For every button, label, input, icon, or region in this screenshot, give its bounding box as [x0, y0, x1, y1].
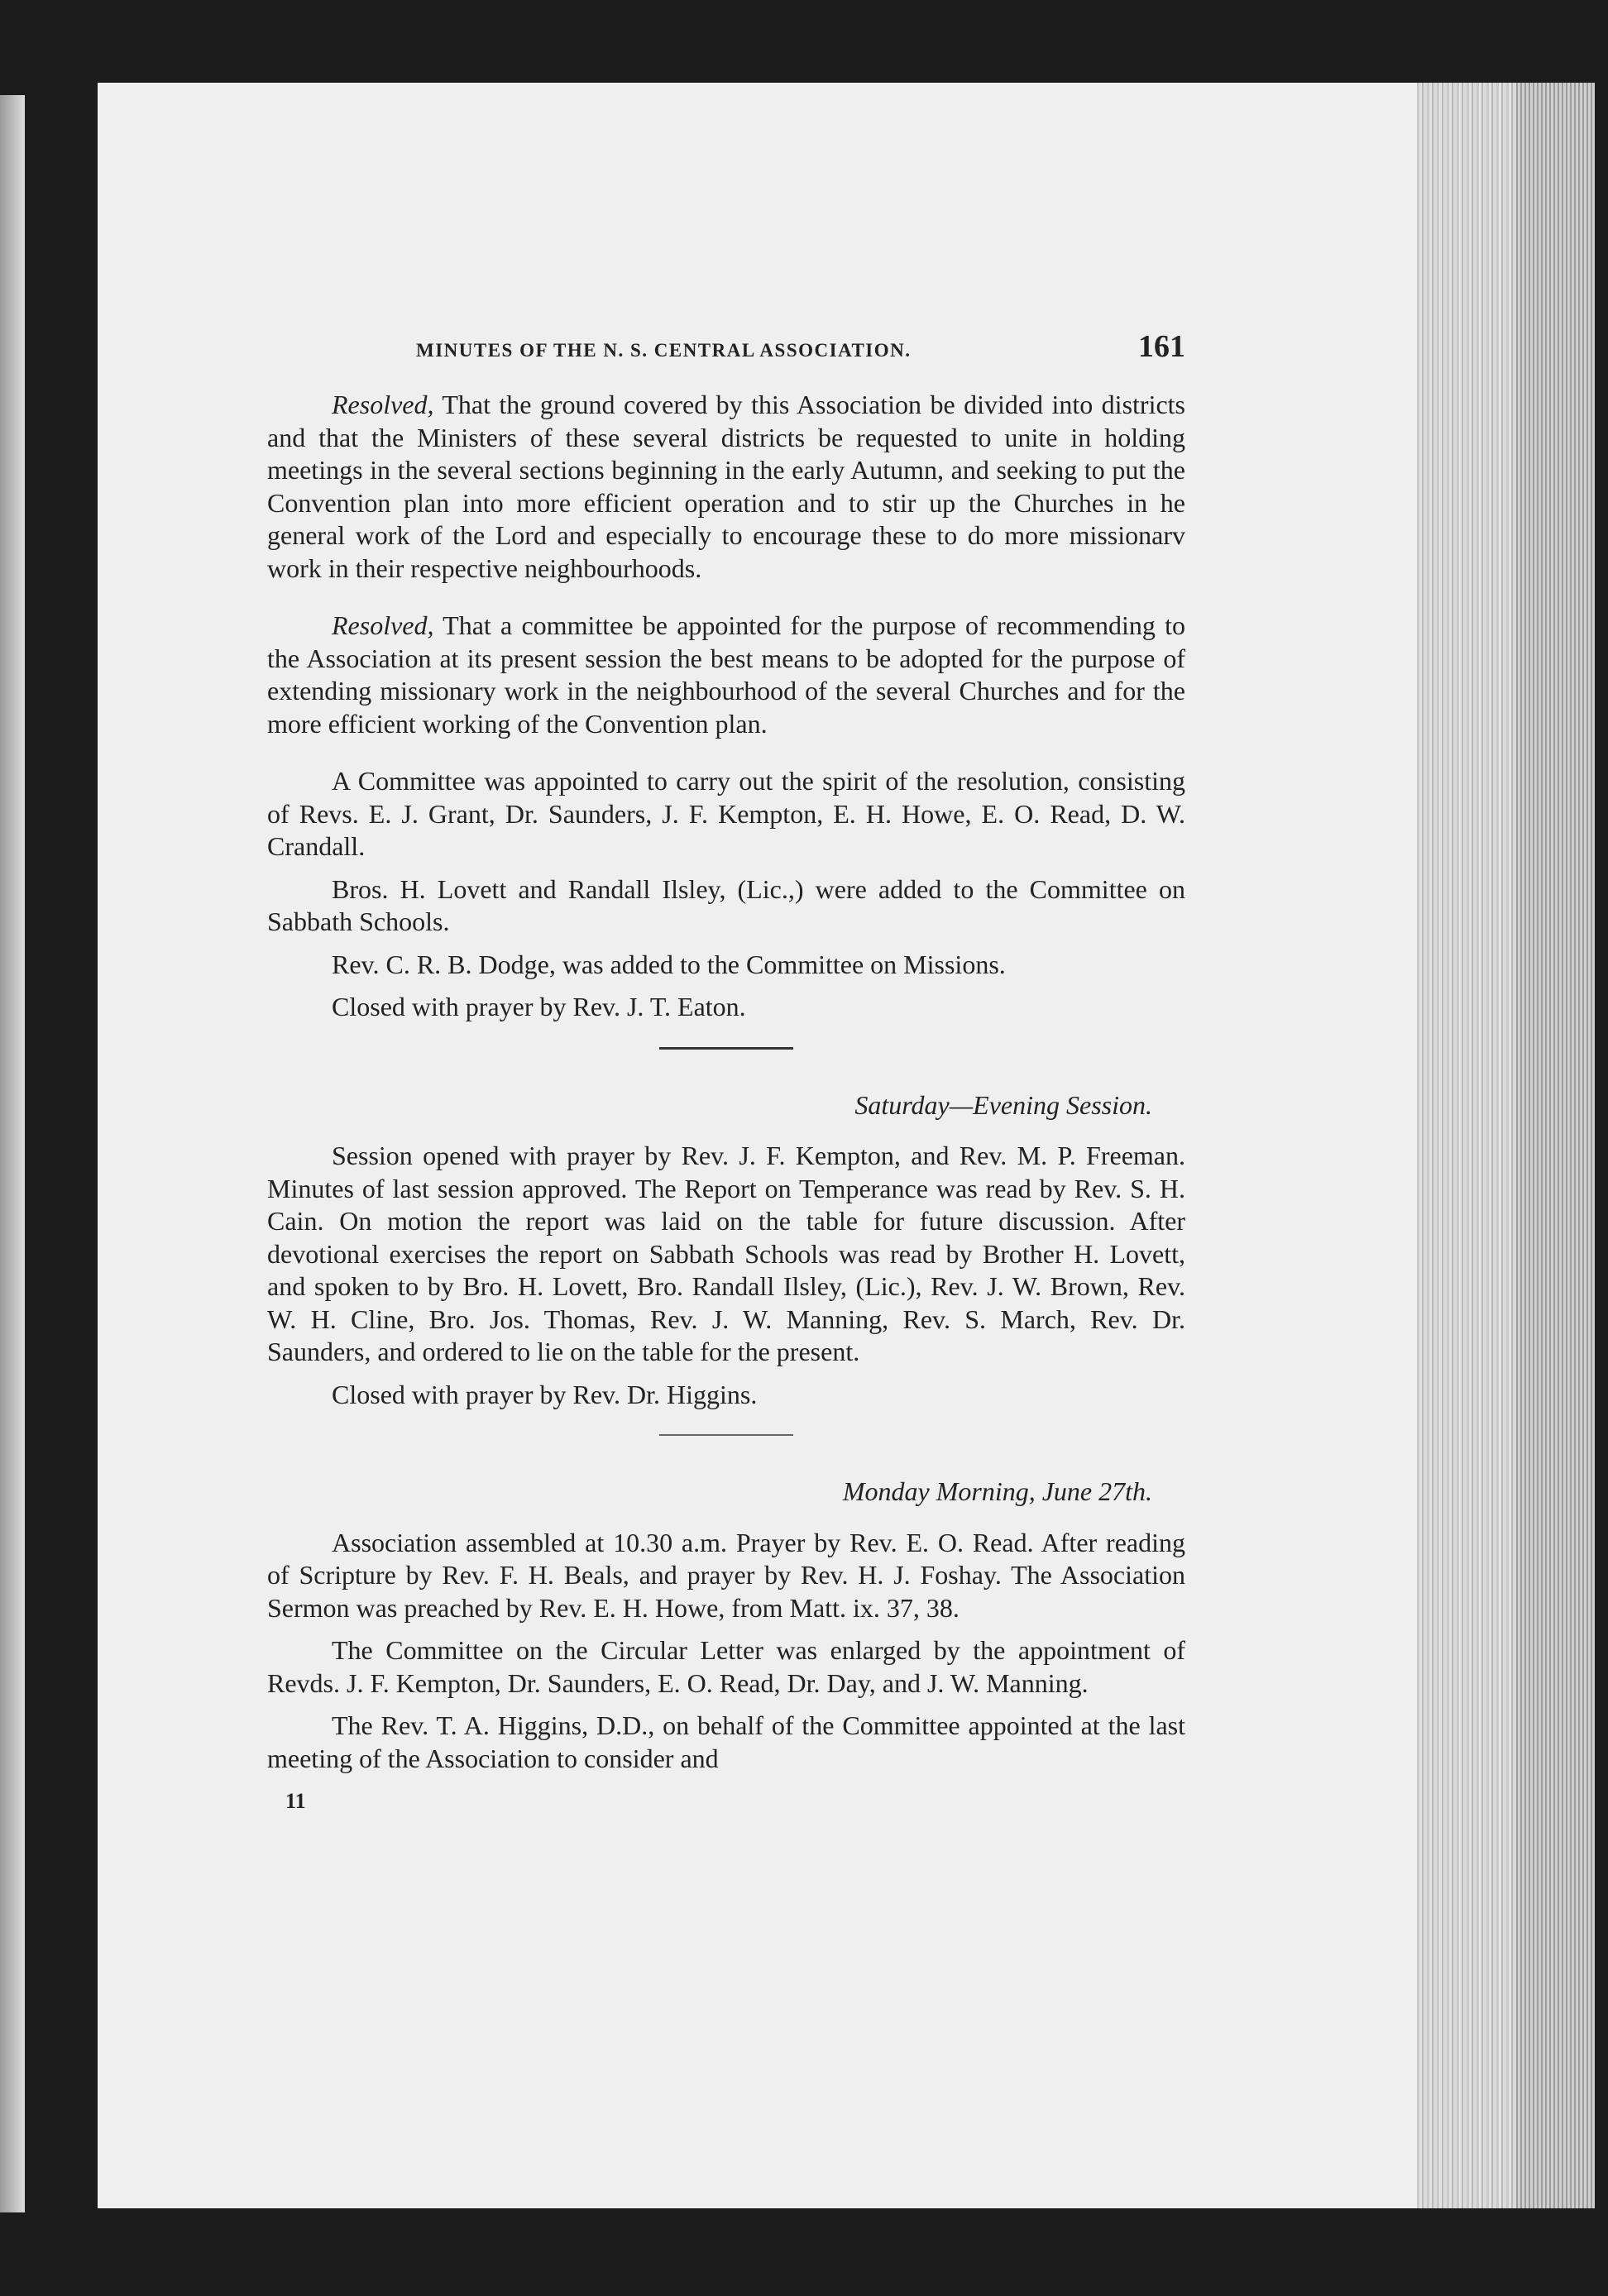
- body-paragraph: Rev. C. R. B. Dodge, was added to the Committee on Missions.: [332, 949, 1006, 979]
- section-divider: [659, 1434, 793, 1436]
- book-page: [98, 83, 1595, 2208]
- resolution-paragraph: Resolved, That the ground covered by this Association be divided into districts and that the Ministers of these several districts be requested to unite in holding meetings in the several sections beginning in the early Autumn, and seeking to put the Convention plan into more efficient operation and to stir up the Churches in he general work of the Lord and especially to encourage these to do more missionarv work in their respective neighbourhoods.: [267, 390, 1185, 583]
- body-paragraph: The Rev. T. A. Higgins, D.D., on behalf of the Committee appointed at the last meeting of the Association to consider and: [267, 1710, 1185, 1773]
- running-head: [267, 331, 1185, 389]
- signature-mark: 11: [285, 1789, 306, 1813]
- section-divider: [659, 1047, 793, 1050]
- page-text: [267, 331, 1185, 1818]
- session-heading: Saturday—Evening Session.: [854, 1089, 1152, 1120]
- body-paragraph: Closed with prayer by Rev. Dr. Higgins.: [332, 1379, 758, 1409]
- session-heading: Monday Morning, June 27th.: [842, 1476, 1152, 1506]
- body-paragraph: Session opened with prayer by Rev. J. F. Kempton, and Rev. M. P. Freeman. Minutes of last session approved. The Report on Temperance was read by Rev. S. H. Cain. On motion the report was laid on the table for future discussion. After devotional exercises the report on Sabbath Schools was read by Brother H. Lovett, and spoken to by Bro. H. Lovett, Bro. Randall Ilsley, (Lic.), Rev. J. W. Brown, Rev. W. H. Cline, Bro. Jos. Thomas, Rev. J. W. Manning, Rev. S. March, Rev. Dr. Saunders, and ordered to lie on the table for the present.: [267, 1141, 1185, 1366]
- body-paragraph: Bros. H. Lovett and Randall Ilsley, (Lic.,) were added to the Committee on Sabbath Schools.: [267, 873, 1185, 936]
- page-number: 161: [1138, 329, 1185, 364]
- running-head-title: MINUTES OF THE N. S. CENTRAL ASSOCIATION.: [416, 340, 912, 361]
- body-paragraph: Closed with prayer by Rev. J. T. Eaton.: [332, 992, 746, 1021]
- resolved-lead: Resolved,: [332, 610, 434, 640]
- facing-page-edge: [0, 95, 25, 2212]
- resolution-paragraph: Resolved, That a committee be appointed for the purpose of recommending to the Association at its present session the best means to be adopted for the purpose of extending missionary work in the neighbourhood of the several Churches and for the more efficient working of the Convention plan.: [267, 610, 1185, 739]
- body-paragraph: The Committee on the Circular Letter was enlarged by the appointment of Revds. J. F. Kempton, Dr. Saunders, E. O. Read, Dr. Day, and J. W. Manning.: [267, 1635, 1185, 1698]
- resolved-lead: Resolved,: [332, 390, 434, 419]
- body-paragraph: Association assembled at 10.30 a.m. Prayer by Rev. E. O. Read. After reading of Scripture by Rev. F. H. Beals, and prayer by Rev. H. J. Foshay. The Association Sermon was preached by Rev. E. H. Howe, from Matt. ix. 37, 38.: [267, 1527, 1185, 1623]
- body-paragraph: A Committee was appointed to carry out the spirit of the resolution, consisting of Revs. E. J. Grant, Dr. Saunders, J. F. Kempton, E. H. Howe, E. O. Read, D. W. Crandall.: [267, 766, 1185, 861]
- page-fore-edge: [1417, 83, 1595, 2208]
